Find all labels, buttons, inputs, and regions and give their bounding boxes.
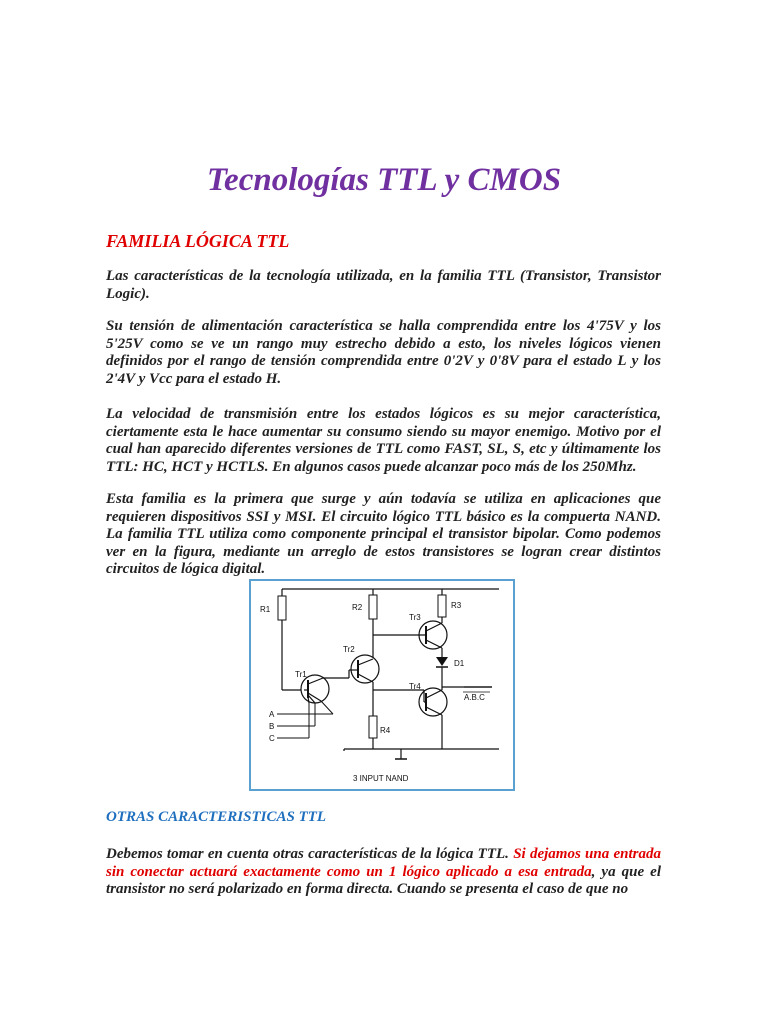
resistor-r1 (278, 596, 286, 620)
transistor-tr4 (419, 688, 447, 716)
paragraph-intro: Las características de la tecnología utilizada, en la familia TTL (Transistor, Transistor Logic). (106, 268, 661, 302)
resistor-r4 (369, 716, 377, 738)
bold-l: L (617, 353, 627, 369)
paragraph-family: Esta familia es la primera que surge y aún todavía se utiliza en aplicaciones que requieren dispositivos SSI y MSI. El circuito lógico TTL básico es la compuerta NAND. La familia TTL utiliza como componente principal el transistor bipolar. Como podemos ver en la figura, mediante un arreglo de estos transistores se logran crear distintos circuitos de lógica digital. (106, 491, 661, 577)
bold-h: H (265, 370, 278, 387)
resistor-r3 (438, 595, 446, 617)
label-tr1: Tr1 (295, 670, 307, 679)
transistor-tr2 (351, 655, 379, 683)
label-input-c: C (269, 734, 275, 743)
label-tr2: Tr2 (343, 645, 355, 654)
page-title: Tecnologías TTL y CMOS (206, 162, 562, 198)
label-input-a: A (269, 710, 275, 719)
highlighted-text: Si dejamos una entrada sin conectar actuará exactamente como un 1 lógico aplicado a esa entrada (106, 846, 662, 880)
text-span: Debemos tomar en cuenta otras características de la lógica TTL. (106, 846, 514, 862)
diagram-border (250, 580, 514, 790)
label-input-b: B (269, 722, 275, 731)
label-tr4: Tr4 (409, 682, 421, 691)
label-r3: R3 (451, 601, 462, 610)
label-r4: R4 (380, 726, 391, 735)
label-r1: R1 (260, 605, 271, 614)
transistor-tr1 (301, 675, 329, 703)
label-tr3: Tr3 (409, 613, 421, 622)
section-heading-ttl-family: FAMILIA LÓGICA TTL (106, 231, 290, 251)
text-span: Su tensión de alimentación característica se halla comprendida entre los 4'75V y los 5'25V como se ve un rango muy estrecho debido a esto, los niveles lógicos vienen definidos por el rango de tensión comprendida entre 0'2V y 0'8V para el estado (106, 318, 661, 369)
text-span: , ya que el transistor no será polarizado en forma directa. Cuando se presenta el caso de que no (106, 863, 661, 897)
section-heading-other-ttl: OTRAS CARACTERISTICAS TTL (106, 809, 327, 825)
label-d1: D1 (454, 659, 465, 668)
label-r2: R2 (352, 603, 363, 612)
paragraph-speed: La velocidad de transmisión entre los estados lógicos es su mejor característica, ciertamente esta le hace aumentar su consumo siendo su mayor enemigo. Motivo por el cual han aparecido diferentes versiones de TTL como FAST, SL, S, etc y últimamente los TTL: HC, HCT y HCTLS. En algunos casos puede alcanzar poco más de los 250Mhz. (106, 406, 661, 475)
text-span: y los 2'4V y Vcc para el estado (106, 353, 661, 387)
resistor-r2 (369, 595, 377, 619)
paragraph-other (106, 846, 661, 899)
circuit-caption: 3 INPUT NAND (353, 774, 409, 783)
nand-circuit-diagram (249, 579, 515, 791)
paragraph-voltage (106, 318, 661, 388)
text-span: . (277, 370, 282, 387)
label-output: A.B.C (464, 693, 485, 702)
